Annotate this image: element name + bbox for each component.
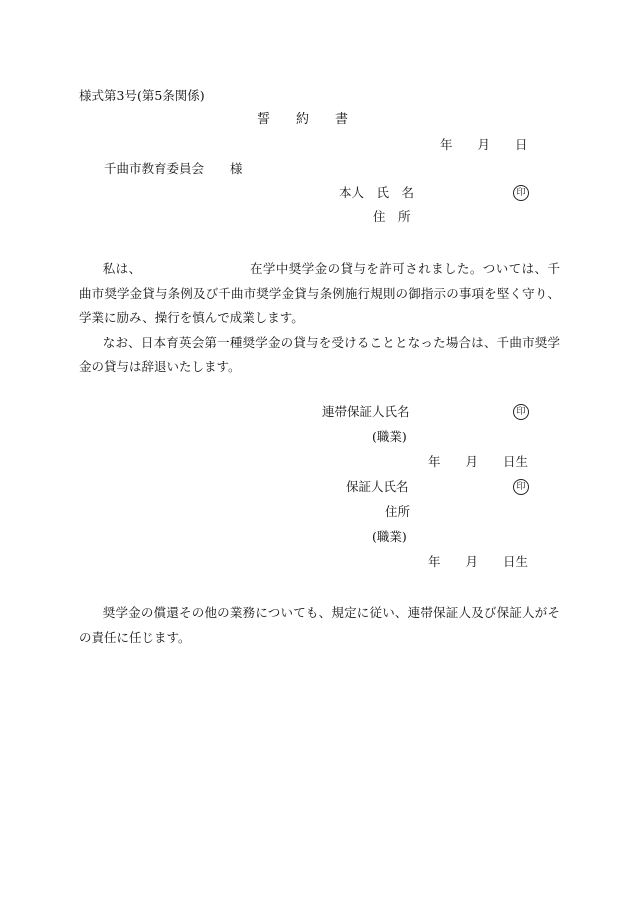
closing-statement <box>79 601 560 650</box>
guarantor-address-label: 住所 <box>385 504 411 519</box>
guarantor-seal: 印 <box>513 479 529 495</box>
addressee-honorific: 様 <box>230 161 243 176</box>
guarantor-occupation-label: (職業) <box>372 529 407 544</box>
pledge-paragraph-2: なお、日本育英会第一種奨学金の貸与を受けることとなった場合は、千曲市奨学金の貸与は辞退いたします。 <box>79 334 560 374</box>
addressee-name: 千曲市教育委員会 <box>104 161 205 176</box>
document-title: 誓 約 書 <box>257 112 349 127</box>
pledge-body <box>79 257 560 380</box>
form-number: 様式第3号(第5条関係) <box>79 88 205 103</box>
addressee <box>104 163 243 176</box>
applicant-name-label: 本人 氏 名 <box>339 185 415 200</box>
date-line: 年 月 日 <box>440 137 528 152</box>
pledge-prefix: 私は、 <box>102 261 142 276</box>
joint-guarantor-name-label: 連帯保証人氏名 <box>322 404 410 419</box>
guarantor-name-label: 保証人氏名 <box>346 479 409 494</box>
pledge-text: 在学中奨学金の貸与を許可されました。ついては、千曲市奨学金貸与条例及び千曲市奨学金貸与条例施行規則の御指示の事項を堅く守り、学業に励み、操行を慎んで成業します。 <box>79 261 560 325</box>
closing-paragraph: 奨学金の償還その他の業務についても、規定に従い、連帯保証人及び保証人がその責任に任じます。 <box>79 605 560 645</box>
joint-guarantor-occupation-label: (職業) <box>372 429 407 444</box>
pledge-paragraph-1 <box>79 257 560 331</box>
guarantor-birth-line: 年 月 日生 <box>428 554 529 569</box>
applicant-address-label: 住 所 <box>373 209 411 224</box>
joint-guarantor-birth-line: 年 月 日生 <box>428 454 529 469</box>
applicant-seal: 印 <box>513 185 529 201</box>
joint-guarantor-seal: 印 <box>513 404 529 420</box>
